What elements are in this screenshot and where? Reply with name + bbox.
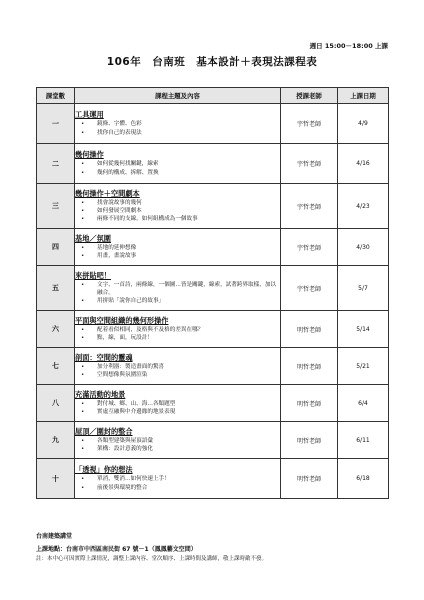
lesson-topic [75,311,281,348]
lesson-date: 6/11 [338,422,389,459]
lesson-topic [75,266,281,311]
header-teacher: 授課老師 [281,88,338,104]
lesson-points [75,199,280,224]
header-topic: 課程主題及內容 [75,88,281,104]
footer-address: 上課地點：台南市中西區南民街 67 號－1（鳳鳳藝文空間） [36,546,197,553]
lesson-point: • 架構：設計意義的強化 [75,445,280,453]
lesson-topic [75,348,281,385]
lesson-point: • 用拼貼「說你自己的故事」 [75,297,280,305]
lesson-points [75,326,280,343]
footer-org: 台南建築講堂 [36,533,73,540]
table-row [37,311,389,348]
course-table [36,87,389,499]
lesson-points [75,281,280,306]
lesson-date: 4/9 [338,104,389,144]
table-row [37,104,389,144]
table-row [37,229,389,266]
lesson-title: 工具運用 [75,110,104,120]
lesson-point: • 各類型建築與屋頂語彙 [75,437,280,445]
lesson-points [75,475,280,492]
lesson-point: • 單消，雙消…如何快速上手！ [75,475,280,483]
table-row [37,266,389,311]
lesson-date: 4/23 [338,184,389,229]
lesson-teacher: 明哲老師 [281,422,338,459]
schedule-text: 週日 15:00－18:00 上課 [309,42,388,50]
lesson-number: 八 [37,385,75,422]
lesson-number: 七 [37,348,75,385]
lesson-number: 二 [37,144,75,184]
lesson-point: • 幾何的構成、拆解、置換 [75,169,280,177]
table-row [37,422,389,459]
table-row [37,348,389,385]
lesson-point: • 對付城、鄉、山、海…各類題型 [75,400,280,408]
footer [36,531,267,562]
lesson-points [75,120,280,137]
lesson-number: 四 [37,229,75,266]
lesson-topic [75,104,281,144]
lesson-points [75,363,280,380]
lesson-point: • 找你自己的表現法 [75,129,280,137]
table-row [37,385,389,422]
lesson-point: • 用畫，畫說故事 [75,252,280,260]
lesson-date: 4/16 [338,144,389,184]
lesson-topic [75,459,281,499]
lesson-points [75,244,280,261]
lesson-date: 5/7 [338,266,389,311]
lesson-date: 6/18 [338,459,389,499]
lesson-number: 一 [37,104,75,144]
lesson-title: 基地／氛圍 [75,233,111,243]
lesson-teacher: 明哲老師 [281,385,338,422]
lesson-point: • 鏡條、字體、色彩 [75,120,280,128]
lesson-point: • 加分利器：製造畫面的驚喜 [75,363,280,371]
lesson-number: 三 [37,184,75,229]
lesson-point: • 文字、一首詩，兩條線，一個圖…皆是關鍵，線索，試著跨界取樣，加以融合。 [75,281,280,298]
lesson-point: • 兩條不同的支線，如何組構成為一個故事 [75,215,280,223]
lesson-point: • 基地的延伸想像 [75,244,280,252]
lesson-topic [75,385,281,422]
lesson-point: • 如何從幾何找關鍵，線索 [75,160,280,168]
lesson-teacher: 宇哲老師 [281,229,338,266]
lesson-number: 九 [37,422,75,459]
lesson-point: • 配着看似相同，及格與不及格的差異在哪？ [75,326,280,334]
lesson-date: 6/4 [338,385,389,422]
lesson-point: • 實虛互融與中介邊緣的地景表現 [75,408,280,416]
lesson-topic [75,144,281,184]
lesson-title: 剖面：空間的靈魂 [75,352,133,362]
table-row [37,144,389,184]
lesson-title: 平面與空間組織的幾何形操作 [75,315,169,325]
lesson-topic [75,422,281,459]
footer-note: 註：本中心可因實際上課情況，調整上課內容、堂次順序、上課時間及講師，敬上課時敵不發。 [36,556,268,562]
lesson-point: • 找會說故事的幾何 [75,199,280,207]
lesson-teacher: 宇哲老師 [281,144,338,184]
lesson-number: 十 [37,459,75,499]
lesson-point: • 如何發展空間劇本 [75,207,280,215]
table-row [37,184,389,229]
header-date: 上課日期 [338,88,389,104]
lesson-date: 5/14 [338,311,389,348]
lesson-points [75,160,280,177]
lesson-title: 充滿活動的地景 [75,389,126,399]
lesson-title: 幾何操作＋空間劇本 [75,188,140,198]
lesson-topic [75,229,281,266]
lesson-points [75,400,280,417]
page-title: 106年 台南班 基本設計＋表現法課程表 [106,56,318,68]
lesson-teacher: 宇哲老師 [281,184,338,229]
lesson-teacher: 明哲老師 [281,348,338,385]
lesson-number: 五 [37,266,75,311]
lesson-number: 六 [37,311,75,348]
lesson-date: 4/30 [338,229,389,266]
lesson-teacher: 宇哲老師 [281,266,338,311]
lesson-title: 「透視」你的想法 [75,465,133,475]
lesson-point: • 點，線，面，玩設計！ [75,334,280,342]
lesson-date: 5/21 [338,348,389,385]
lesson-point: • 空間想像與氛圍渲染 [75,371,280,379]
lesson-teacher: 宇哲老師 [281,104,338,144]
table-row [37,459,389,499]
lesson-title: 來拼貼吧！ [75,270,111,280]
lesson-point: • 前後景與環境的整合 [75,484,280,492]
lesson-title: 幾何操作 [75,150,104,160]
lesson-teacher: 明哲老師 [281,459,338,499]
lesson-teacher: 明哲老師 [281,311,338,348]
lesson-points [75,437,280,454]
lesson-topic [75,184,281,229]
header-lesson: 課堂數 [37,88,75,104]
lesson-title: 屋頂／圍封的整合 [75,426,133,436]
table-header-row [37,88,389,104]
